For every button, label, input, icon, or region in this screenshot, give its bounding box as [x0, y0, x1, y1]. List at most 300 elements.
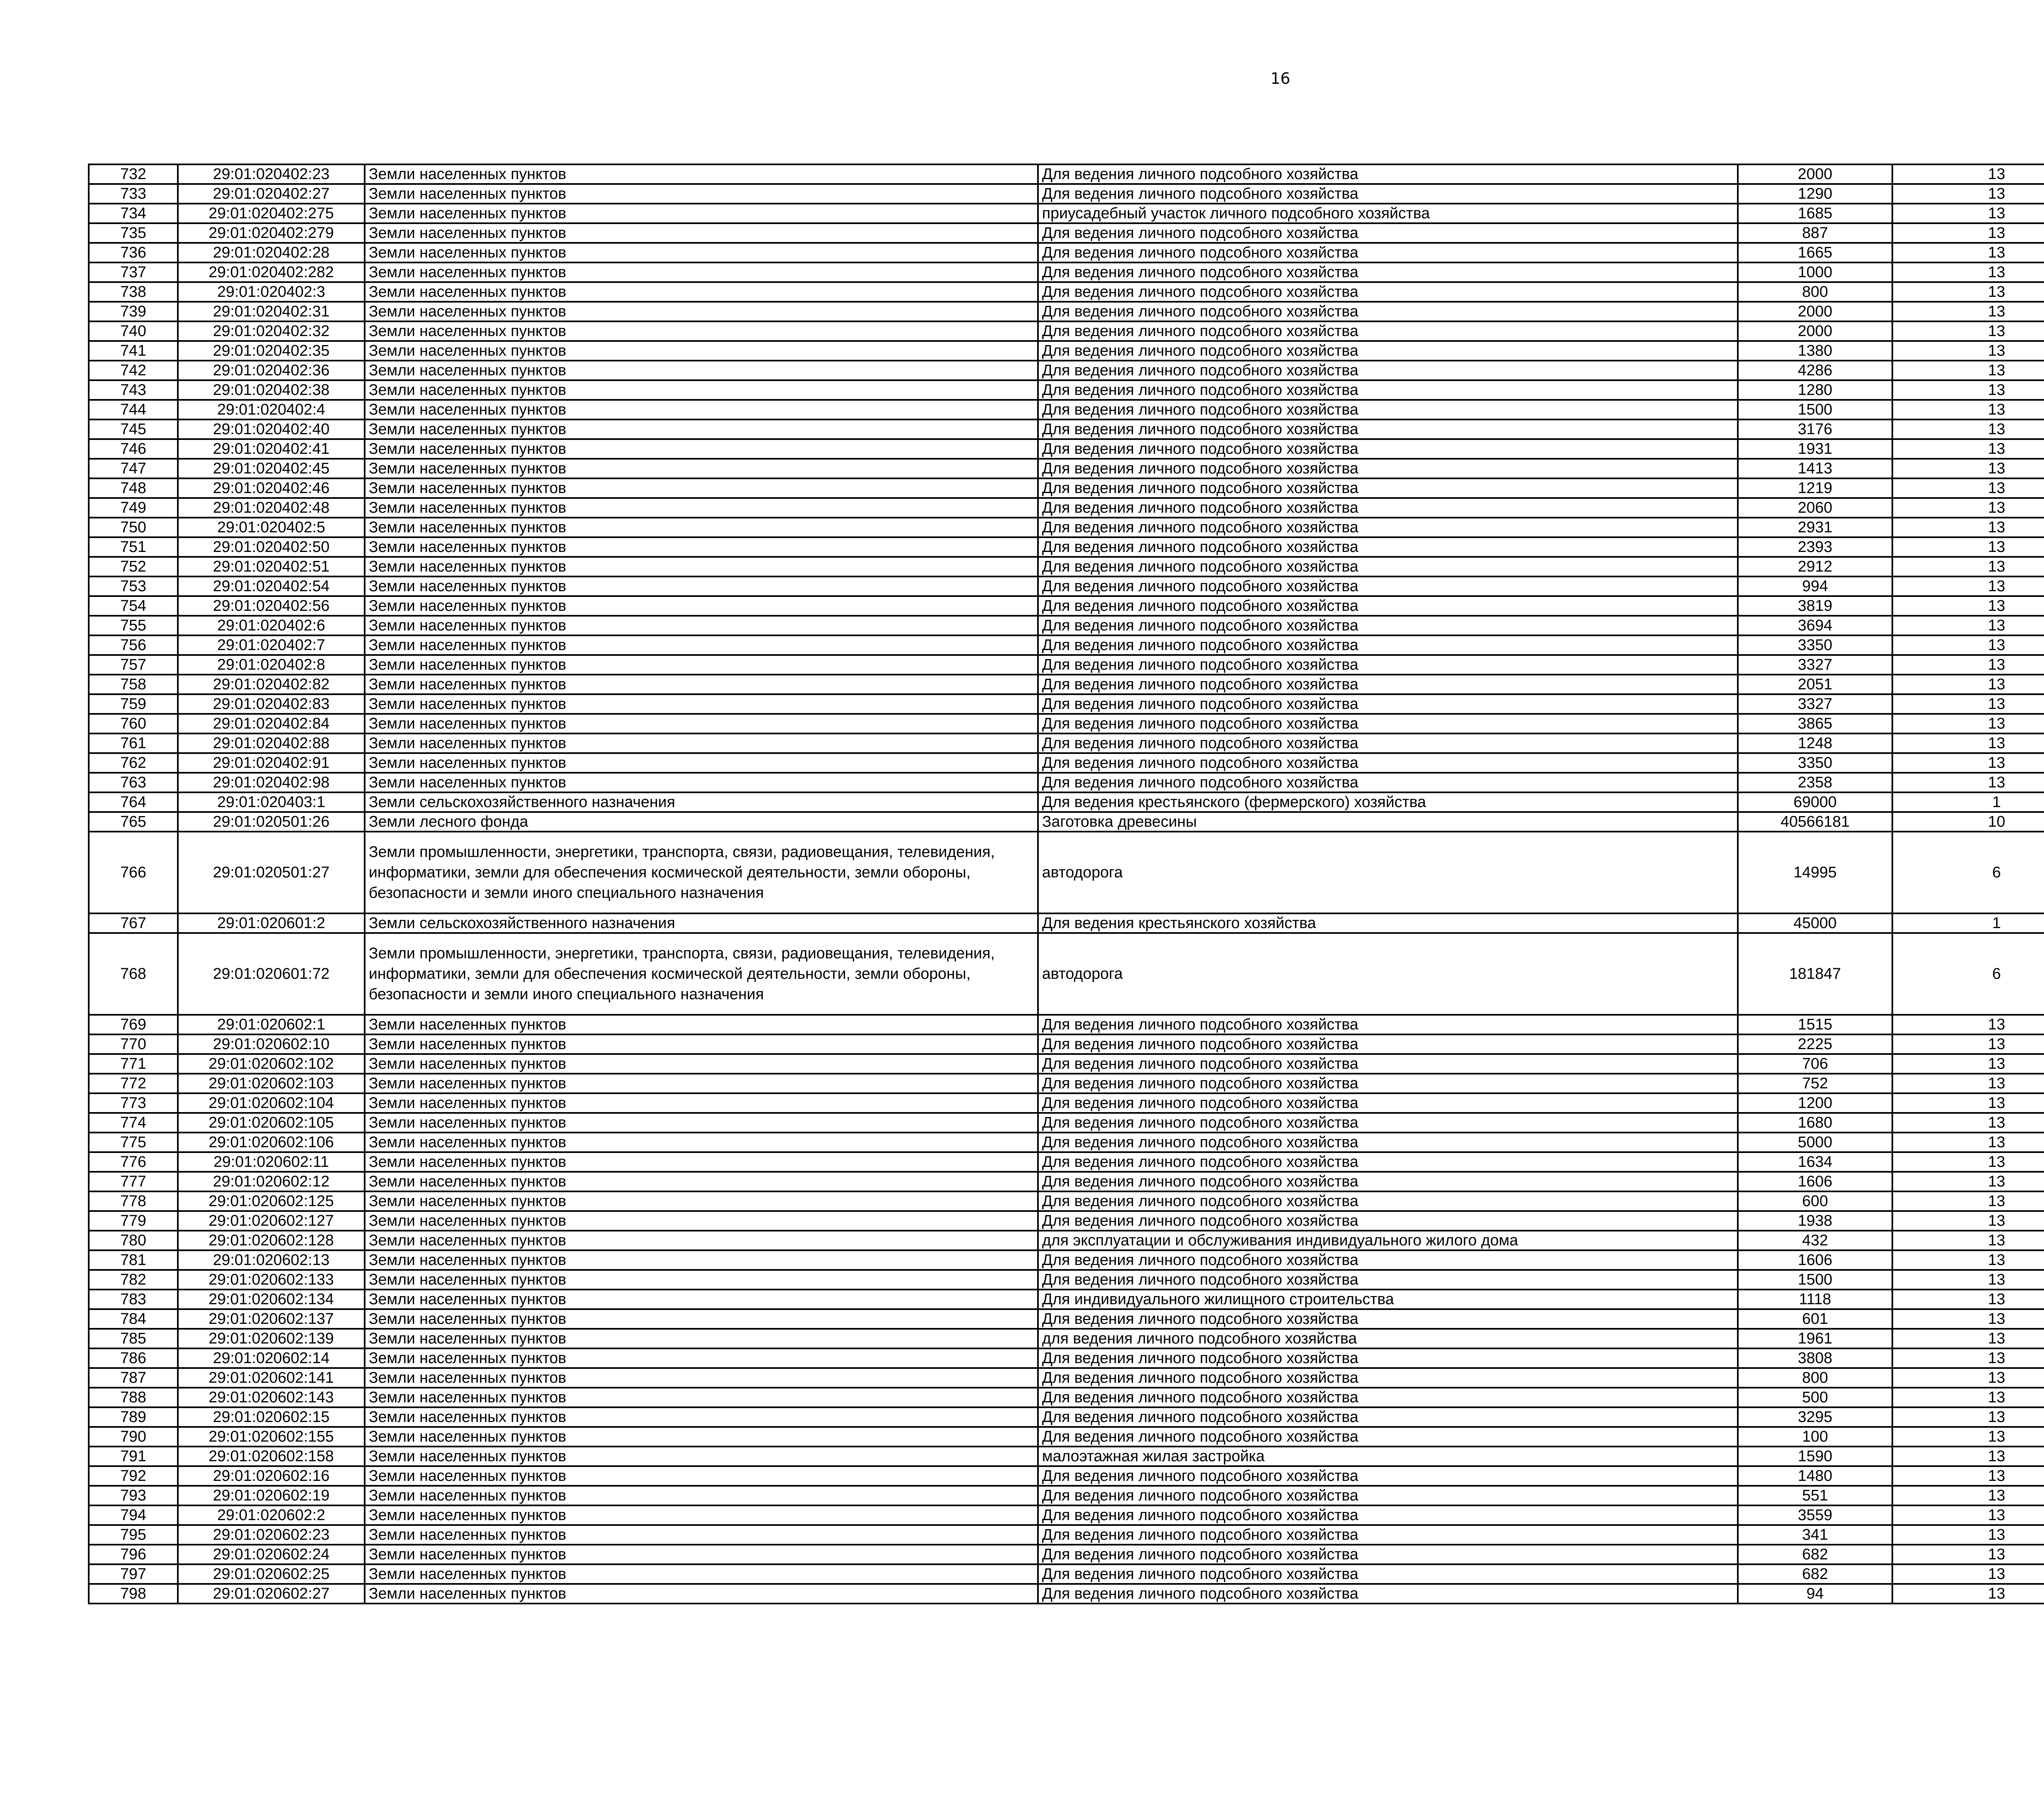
row-number-cell: 774	[89, 1113, 178, 1133]
permitted-use-cell: Для индивидуального жилищного строительства	[1038, 1290, 1738, 1309]
cadastral-number-cell: 29:01:020602:139	[178, 1329, 365, 1348]
group-cell: 13	[1892, 184, 2044, 204]
group-cell: 13	[1892, 478, 2044, 498]
cadastral-number-cell: 29:01:020402:275	[178, 204, 365, 223]
table-row	[89, 439, 2044, 459]
land-category-cell: Земли населенных пунктов	[365, 164, 1038, 184]
table-row	[89, 1407, 2044, 1427]
permitted-use-cell: Для ведения личного подсобного хозяйства	[1038, 341, 1738, 361]
cadastral-number-cell: 29:01:020602:12	[178, 1172, 365, 1191]
row-number-cell: 785	[89, 1329, 178, 1348]
row-number-cell: 779	[89, 1211, 178, 1231]
land-category-cell: Земли населенных пунктов	[365, 557, 1038, 576]
table-row	[89, 1015, 2044, 1034]
group-cell: 13	[1892, 733, 2044, 753]
area-cell: 1634	[1738, 1152, 1892, 1172]
row-number-cell: 764	[89, 792, 178, 812]
area-cell: 4286	[1738, 361, 1892, 380]
row-number-cell: 769	[89, 1015, 178, 1034]
cadastral-number-cell: 29:01:020402:35	[178, 341, 365, 361]
land-category-cell: Земли населенных пунктов	[365, 184, 1038, 204]
permitted-use-cell: Для ведения личного подсобного хозяйства	[1038, 1584, 1738, 1604]
area-cell: 2051	[1738, 675, 1892, 694]
row-number-cell: 763	[89, 773, 178, 792]
permitted-use-cell: Для ведения личного подсобного хозяйства	[1038, 1211, 1738, 1231]
group-cell: 13	[1892, 419, 2044, 439]
row-number-cell: 789	[89, 1407, 178, 1427]
group-cell: 13	[1892, 537, 2044, 557]
row-number-cell: 737	[89, 262, 178, 282]
cadastral-number-cell: 29:01:020501:26	[178, 812, 365, 832]
cadastral-number-cell: 29:01:020402:41	[178, 439, 365, 459]
cadastral-number-cell: 29:01:020402:6	[178, 616, 365, 635]
table-row	[89, 733, 2044, 753]
group-cell: 13	[1892, 164, 2044, 184]
table-row	[89, 1074, 2044, 1093]
row-number-cell: 780	[89, 1231, 178, 1250]
group-cell: 13	[1892, 1172, 2044, 1191]
land-category-cell: Земли населенных пунктов	[365, 498, 1038, 518]
land-category-cell: Земли населенных пунктов	[365, 616, 1038, 635]
permitted-use-cell: Для ведения личного подсобного хозяйства	[1038, 262, 1738, 282]
row-number-cell: 775	[89, 1133, 178, 1152]
permitted-use-cell: Для ведения личного подсобного хозяйства	[1038, 616, 1738, 635]
cadastral-number-cell: 29:01:020602:158	[178, 1447, 365, 1466]
row-number-cell: 794	[89, 1505, 178, 1525]
land-category-cell: Земли населенных пунктов	[365, 1152, 1038, 1172]
group-cell: 13	[1892, 1329, 2044, 1348]
group-cell: 13	[1892, 1505, 2044, 1525]
land-category-cell: Земли населенных пунктов	[365, 1113, 1038, 1133]
group-cell: 10	[1892, 812, 2044, 832]
cadastral-number-cell: 29:01:020402:31	[178, 302, 365, 321]
land-category-cell: Земли населенных пунктов	[365, 262, 1038, 282]
area-cell: 3327	[1738, 655, 1892, 675]
area-cell: 1606	[1738, 1172, 1892, 1191]
table-row	[89, 1584, 2044, 1604]
row-number-cell: 756	[89, 635, 178, 655]
table-row	[89, 380, 2044, 400]
area-cell: 1413	[1738, 459, 1892, 478]
table-row	[89, 537, 2044, 557]
row-number-cell: 740	[89, 321, 178, 341]
row-number-cell: 759	[89, 694, 178, 714]
group-cell: 13	[1892, 1074, 2044, 1093]
group-cell: 13	[1892, 321, 2044, 341]
land-category-cell: Земли населенных пунктов	[365, 1093, 1038, 1113]
permitted-use-cell: Для ведения личного подсобного хозяйства	[1038, 714, 1738, 733]
cadastral-number-cell: 29:01:020602:102	[178, 1054, 365, 1074]
table-row	[89, 576, 2044, 596]
permitted-use-cell: Для ведения личного подсобного хозяйства	[1038, 694, 1738, 714]
row-number-cell: 796	[89, 1545, 178, 1564]
row-number-cell: 783	[89, 1290, 178, 1309]
cadastral-number-cell: 29:01:020602:106	[178, 1133, 365, 1152]
row-number-cell: 777	[89, 1172, 178, 1191]
area-cell: 1590	[1738, 1447, 1892, 1466]
cadastral-number-cell: 29:01:020402:48	[178, 498, 365, 518]
area-cell: 1606	[1738, 1250, 1892, 1270]
row-number-cell: 754	[89, 596, 178, 616]
land-category-cell: Земли населенных пунктов	[365, 576, 1038, 596]
permitted-use-cell: Для ведения личного подсобного хозяйства	[1038, 1388, 1738, 1407]
table-row	[89, 694, 2044, 714]
permitted-use-cell: Для ведения личного подсобного хозяйства	[1038, 1113, 1738, 1133]
group-cell: 13	[1892, 1486, 2044, 1505]
permitted-use-cell: Для ведения личного подсобного хозяйства	[1038, 282, 1738, 302]
table-row	[89, 714, 2044, 733]
area-cell: 45000	[1738, 913, 1892, 933]
group-cell: 13	[1892, 223, 2044, 243]
cadastral-number-cell: 29:01:020602:2	[178, 1505, 365, 1525]
area-cell: 994	[1738, 576, 1892, 596]
cadastral-table	[88, 164, 2044, 1604]
permitted-use-cell: Для ведения личного подсобного хозяйства	[1038, 753, 1738, 773]
permitted-use-cell: Для ведения личного подсобного хозяйства	[1038, 164, 1738, 184]
land-category-cell: Земли населенных пунктов	[365, 459, 1038, 478]
permitted-use-cell: Для ведения личного подсобного хозяйства	[1038, 1466, 1738, 1486]
row-number-cell: 778	[89, 1191, 178, 1211]
cadastral-number-cell: 29:01:020402:36	[178, 361, 365, 380]
land-category-cell: Земли населенных пунктов	[365, 341, 1038, 361]
cadastral-number-cell: 29:01:020402:282	[178, 262, 365, 282]
group-cell: 13	[1892, 518, 2044, 537]
cadastral-number-cell: 29:01:020601:72	[178, 933, 365, 1015]
row-number-cell: 744	[89, 400, 178, 419]
cadastral-number-cell: 29:01:020402:8	[178, 655, 365, 675]
permitted-use-cell: Для ведения личного подсобного хозяйства	[1038, 557, 1738, 576]
area-cell: 2358	[1738, 773, 1892, 792]
cadastral-number-cell: 29:01:020602:141	[178, 1368, 365, 1388]
table-row	[89, 1152, 2044, 1172]
land-category-cell: Земли населенных пунктов	[365, 635, 1038, 655]
cadastral-number-cell: 29:01:020402:38	[178, 380, 365, 400]
area-cell: 1665	[1738, 243, 1892, 262]
row-number-cell: 741	[89, 341, 178, 361]
land-category-cell: Земли населенных пунктов	[365, 1290, 1038, 1309]
row-number-cell: 758	[89, 675, 178, 694]
table-row	[89, 913, 2044, 933]
group-cell: 13	[1892, 1466, 2044, 1486]
land-category-cell: Земли населенных пунктов	[365, 753, 1038, 773]
row-number-cell: 770	[89, 1034, 178, 1054]
permitted-use-cell: Для ведения личного подсобного хозяйства	[1038, 1250, 1738, 1270]
table-row	[89, 1447, 2044, 1466]
row-number-cell: 786	[89, 1348, 178, 1368]
area-cell: 1200	[1738, 1093, 1892, 1113]
group-cell: 13	[1892, 1093, 2044, 1113]
area-cell: 1380	[1738, 341, 1892, 361]
group-cell: 13	[1892, 1525, 2044, 1545]
table-row	[89, 1113, 2044, 1133]
land-category-cell: Земли сельскохозяйственного назначения	[365, 913, 1038, 933]
group-cell: 6	[1892, 933, 2044, 1015]
group-cell: 13	[1892, 1054, 2044, 1074]
cadastral-number-cell: 29:01:020403:1	[178, 792, 365, 812]
land-category-cell: Земли населенных пунктов	[365, 302, 1038, 321]
cadastral-number-cell: 29:01:020602:14	[178, 1348, 365, 1368]
area-cell: 1938	[1738, 1211, 1892, 1231]
table-row	[89, 1368, 2044, 1388]
area-cell: 800	[1738, 1368, 1892, 1388]
group-cell: 13	[1892, 1368, 2044, 1388]
row-number-cell: 735	[89, 223, 178, 243]
row-number-cell: 787	[89, 1368, 178, 1388]
permitted-use-cell: Для ведения личного подсобного хозяйства	[1038, 380, 1738, 400]
land-category-cell: Земли населенных пунктов	[365, 243, 1038, 262]
permitted-use-cell: Для ведения личного подсобного хозяйства	[1038, 478, 1738, 498]
permitted-use-cell: Для ведения личного подсобного хозяйства	[1038, 1270, 1738, 1290]
permitted-use-cell: Для ведения личного подсобного хозяйства	[1038, 439, 1738, 459]
table-row	[89, 557, 2044, 576]
group-cell: 13	[1892, 1545, 2044, 1564]
permitted-use-cell: Для ведения личного подсобного хозяйства	[1038, 733, 1738, 753]
permitted-use-cell: Для ведения личного подсобного хозяйства	[1038, 1172, 1738, 1191]
table-row	[89, 184, 2044, 204]
row-number-cell: 760	[89, 714, 178, 733]
land-category-cell: Земли населенных пунктов	[365, 1015, 1038, 1034]
land-category-cell: Земли населенных пунктов	[365, 714, 1038, 733]
table-row	[89, 459, 2044, 478]
table-row	[89, 933, 2044, 1015]
land-category-cell: Земли населенных пунктов	[365, 1329, 1038, 1348]
area-cell: 3176	[1738, 419, 1892, 439]
group-cell: 13	[1892, 243, 2044, 262]
area-cell: 341	[1738, 1525, 1892, 1545]
cadastral-number-cell: 29:01:020402:5	[178, 518, 365, 537]
permitted-use-cell: Для ведения крестьянского хозяйства	[1038, 913, 1738, 933]
cadastral-number-cell: 29:01:020602:125	[178, 1191, 365, 1211]
permitted-use-cell: Для ведения личного подсобного хозяйства	[1038, 223, 1738, 243]
cadastral-number-cell: 29:01:020501:27	[178, 832, 365, 913]
table-row	[89, 596, 2044, 616]
permitted-use-cell: Для ведения крестьянского (фермерского) хозяйства	[1038, 792, 1738, 812]
row-number-cell: 792	[89, 1466, 178, 1486]
permitted-use-cell: Для ведения личного подсобного хозяйства	[1038, 498, 1738, 518]
table-row	[89, 616, 2044, 635]
area-cell: 14995	[1738, 832, 1892, 913]
group-cell: 13	[1892, 655, 2044, 675]
group-cell: 13	[1892, 576, 2044, 596]
area-cell: 3295	[1738, 1407, 1892, 1427]
land-category-cell: Земли населенных пунктов	[365, 1309, 1038, 1329]
area-cell: 432	[1738, 1231, 1892, 1250]
table-row	[89, 1545, 2044, 1564]
row-number-cell: 745	[89, 419, 178, 439]
group-cell: 6	[1892, 832, 2044, 913]
permitted-use-cell: Для ведения личного подсобного хозяйства	[1038, 1015, 1738, 1034]
land-category-cell: Земли населенных пунктов	[365, 537, 1038, 557]
area-cell: 1500	[1738, 1270, 1892, 1290]
area-cell: 2912	[1738, 557, 1892, 576]
group-cell: 13	[1892, 498, 2044, 518]
group-cell: 13	[1892, 1113, 2044, 1133]
area-cell: 3865	[1738, 714, 1892, 733]
land-category-cell: Земли населенных пунктов	[365, 1388, 1038, 1407]
table-row	[89, 419, 2044, 439]
cadastral-number-cell: 29:01:020601:2	[178, 913, 365, 933]
row-number-cell: 747	[89, 459, 178, 478]
permitted-use-cell: приусадебный участок личного подсобного хозяйства	[1038, 204, 1738, 223]
land-category-cell: Земли населенных пунктов	[365, 1231, 1038, 1250]
area-cell: 5000	[1738, 1133, 1892, 1152]
land-category-cell: Земли населенных пунктов	[365, 321, 1038, 341]
cadastral-number-cell: 29:01:020602:15	[178, 1407, 365, 1427]
permitted-use-cell: Для ведения личного подсобного хозяйства	[1038, 1348, 1738, 1368]
permitted-use-cell: Для ведения личного подсобного хозяйства	[1038, 1407, 1738, 1427]
permitted-use-cell: Для ведения личного подсобного хозяйства	[1038, 1034, 1738, 1054]
row-number-cell: 750	[89, 518, 178, 537]
group-cell: 13	[1892, 1388, 2044, 1407]
row-number-cell: 788	[89, 1388, 178, 1407]
group-cell: 13	[1892, 596, 2044, 616]
permitted-use-cell: Для ведения личного подсобного хозяйства	[1038, 1427, 1738, 1447]
cadastral-number-cell: 29:01:020602:105	[178, 1113, 365, 1133]
cadastral-number-cell: 29:01:020402:88	[178, 733, 365, 753]
permitted-use-cell: Для ведения личного подсобного хозяйства	[1038, 459, 1738, 478]
permitted-use-cell: Для ведения личного подсобного хозяйства	[1038, 1486, 1738, 1505]
group-cell: 13	[1892, 1152, 2044, 1172]
group-cell: 13	[1892, 1584, 2044, 1604]
row-number-cell: 751	[89, 537, 178, 557]
row-number-cell: 776	[89, 1152, 178, 1172]
permitted-use-cell: Для ведения личного подсобного хозяйства	[1038, 576, 1738, 596]
permitted-use-cell: Для ведения личного подсобного хозяйства	[1038, 537, 1738, 557]
land-category-cell: Земли населенных пунктов	[365, 675, 1038, 694]
permitted-use-cell: для ведения личного подсобного хозяйства	[1038, 1329, 1738, 1348]
cadastral-number-cell: 29:01:020402:4	[178, 400, 365, 419]
table-row	[89, 1388, 2044, 1407]
row-number-cell: 784	[89, 1309, 178, 1329]
group-cell: 13	[1892, 361, 2044, 380]
area-cell: 1500	[1738, 400, 1892, 419]
permitted-use-cell: Для ведения личного подсобного хозяйства	[1038, 400, 1738, 419]
land-category-cell: Земли населенных пунктов	[365, 1466, 1038, 1486]
group-cell: 13	[1892, 1211, 2044, 1231]
row-number-cell: 752	[89, 557, 178, 576]
cadastral-number-cell: 29:01:020402:46	[178, 478, 365, 498]
land-category-cell: Земли населенных пунктов	[365, 1368, 1038, 1388]
row-number-cell: 746	[89, 439, 178, 459]
cadastral-number-cell: 29:01:020602:103	[178, 1074, 365, 1093]
permitted-use-cell: Для ведения личного подсобного хозяйства	[1038, 419, 1738, 439]
permitted-use-cell: Для ведения личного подсобного хозяйства	[1038, 518, 1738, 537]
group-cell: 13	[1892, 1348, 2044, 1368]
area-cell: 601	[1738, 1309, 1892, 1329]
row-number-cell: 734	[89, 204, 178, 223]
area-cell: 600	[1738, 1191, 1892, 1211]
area-cell: 1480	[1738, 1466, 1892, 1486]
area-cell: 3327	[1738, 694, 1892, 714]
land-category-cell: Земли населенных пунктов	[365, 419, 1038, 439]
area-cell: 2225	[1738, 1034, 1892, 1054]
group-cell: 13	[1892, 400, 2044, 419]
cadastral-number-cell: 29:01:020602:155	[178, 1427, 365, 1447]
area-cell: 1000	[1738, 262, 1892, 282]
table-row	[89, 1250, 2044, 1270]
group-cell: 13	[1892, 694, 2044, 714]
land-category-cell: Земли населенных пунктов	[365, 773, 1038, 792]
group-cell: 13	[1892, 675, 2044, 694]
table-row	[89, 164, 2044, 184]
row-number-cell: 782	[89, 1270, 178, 1290]
group-cell: 13	[1892, 282, 2044, 302]
land-category-cell: Земли населенных пунктов	[365, 361, 1038, 380]
land-category-cell: Земли населенных пунктов	[365, 282, 1038, 302]
table-row	[89, 832, 2044, 913]
permitted-use-cell: Для ведения личного подсобного хозяйства	[1038, 1564, 1738, 1584]
land-category-cell: Земли населенных пунктов	[365, 1545, 1038, 1564]
row-number-cell: 781	[89, 1250, 178, 1270]
area-cell: 3694	[1738, 616, 1892, 635]
table-row	[89, 1348, 2044, 1368]
row-number-cell: 753	[89, 576, 178, 596]
table-row	[89, 1191, 2044, 1211]
table-row	[89, 1329, 2044, 1348]
group-cell: 13	[1892, 1133, 2044, 1152]
land-category-cell: Земли населенных пунктов	[365, 655, 1038, 675]
group-cell: 13	[1892, 1290, 2044, 1309]
cadastral-number-cell: 29:01:020402:54	[178, 576, 365, 596]
permitted-use-cell: Для ведения личного подсобного хозяйства	[1038, 1525, 1738, 1545]
table-row	[89, 753, 2044, 773]
cadastral-number-cell: 29:01:020602:23	[178, 1525, 365, 1545]
land-category-cell: Земли населенных пунктов	[365, 1584, 1038, 1604]
land-category-cell: Земли населенных пунктов	[365, 478, 1038, 498]
area-cell: 682	[1738, 1545, 1892, 1564]
table-row	[89, 1486, 2044, 1505]
land-category-cell: Земли населенных пунктов	[365, 1505, 1038, 1525]
cadastral-number-cell: 29:01:020602:10	[178, 1034, 365, 1054]
land-category-cell: Земли промышленности, энергетики, транспорта, связи, радиовещания, телевидения, информатики, земли для обеспечения космической деятельности, земли обороны, безопасности и земли иного специального назначения	[365, 832, 1038, 913]
cadastral-number-cell: 29:01:020402:27	[178, 184, 365, 204]
group-cell: 13	[1892, 1231, 2044, 1250]
area-cell: 706	[1738, 1054, 1892, 1074]
area-cell: 1515	[1738, 1015, 1892, 1034]
group-cell: 13	[1892, 302, 2044, 321]
table-row	[89, 223, 2044, 243]
table-row	[89, 1309, 2044, 1329]
land-category-cell: Земли населенных пунктов	[365, 1172, 1038, 1191]
permitted-use-cell: Для ведения личного подсобного хозяйства	[1038, 1545, 1738, 1564]
area-cell: 551	[1738, 1486, 1892, 1505]
land-category-cell: Земли населенных пунктов	[365, 223, 1038, 243]
land-category-cell: Земли населенных пунктов	[365, 439, 1038, 459]
land-category-cell: Земли сельскохозяйственного назначения	[365, 792, 1038, 812]
group-cell: 13	[1892, 459, 2044, 478]
permitted-use-cell: Для ведения личного подсобного хозяйства	[1038, 243, 1738, 262]
area-cell: 3350	[1738, 753, 1892, 773]
land-category-cell: Земли населенных пунктов	[365, 1054, 1038, 1074]
table-row	[89, 204, 2044, 223]
table-row	[89, 341, 2044, 361]
group-cell: 13	[1892, 1564, 2044, 1584]
group-cell: 13	[1892, 616, 2044, 635]
cadastral-number-cell: 29:01:020402:51	[178, 557, 365, 576]
page-number: 16	[1270, 70, 1291, 87]
cadastral-number-cell: 29:01:020602:104	[178, 1093, 365, 1113]
cadastral-number-cell: 29:01:020402:84	[178, 714, 365, 733]
land-category-cell: Земли промышленности, энергетики, транспорта, связи, радиовещания, телевидения, информатики, земли для обеспечения космической деятельности, земли обороны, безопасности и земли иного специального назначения	[365, 933, 1038, 1015]
cadastral-number-cell: 29:01:020402:32	[178, 321, 365, 341]
row-number-cell: 748	[89, 478, 178, 498]
cadastral-number-cell: 29:01:020602:1	[178, 1015, 365, 1034]
table-row	[89, 812, 2044, 832]
area-cell: 682	[1738, 1564, 1892, 1584]
cadastral-number-cell: 29:01:020602:24	[178, 1545, 365, 1564]
row-number-cell: 757	[89, 655, 178, 675]
row-number-cell: 739	[89, 302, 178, 321]
